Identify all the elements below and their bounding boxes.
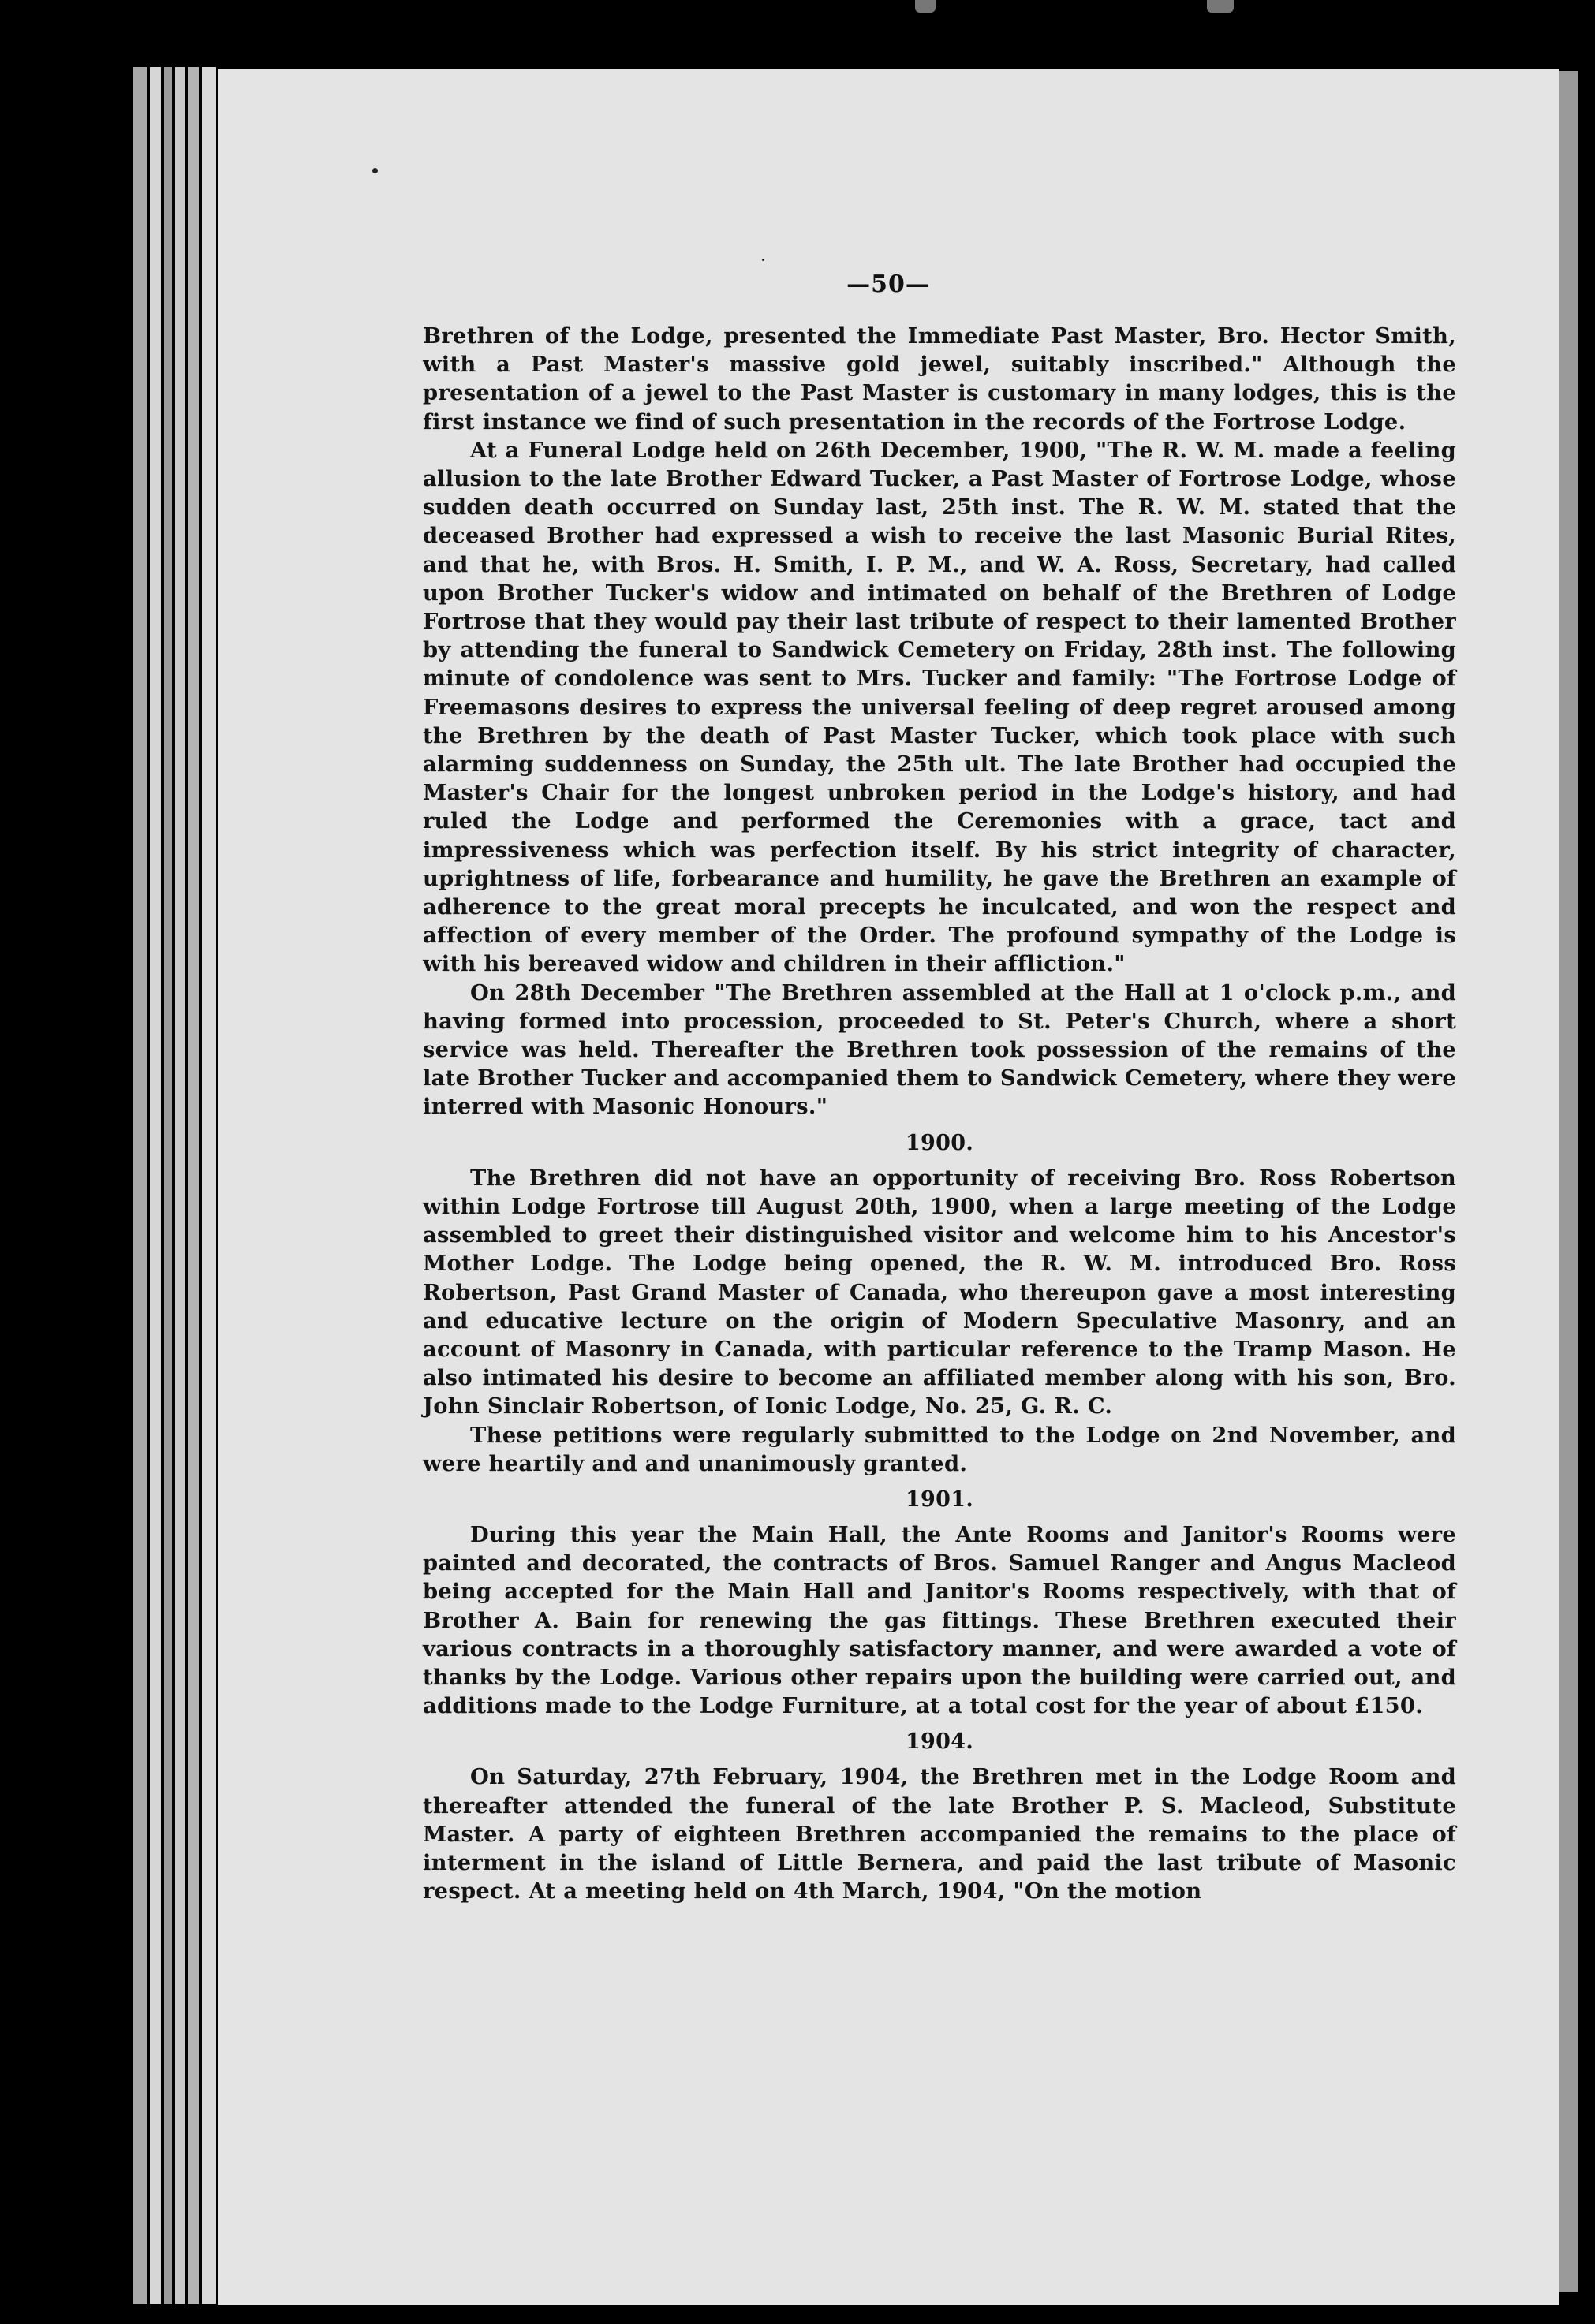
- paragraph: During this year the Main Hall, the Ante Rooms and Janitor's Rooms were painted and decorated, the contracts of Bros. Samuel Ranger and Angus Macleod being accepted for the Main Hall and Janitor's Rooms respectively, with that of Brother A. Bain for renewing the gas fittings. These Brethren executed their various contracts in a thoroughly satisfactory manner, and were awarded a vote of thanks by the Lodge. Various other repairs upon the building were carried out, and additions made to the Lodge Furniture, at a total cost for the year of about £150.: [423, 1521, 1456, 1719]
- ink-speck: [762, 259, 764, 261]
- section-heading-1900: 1900.: [905, 1130, 974, 1155]
- page-number: —50—: [846, 270, 930, 298]
- page-edge: [175, 67, 185, 2304]
- page-edge: [133, 67, 147, 2304]
- section-heading-1904: 1904.: [905, 1729, 974, 1755]
- paragraph: On Saturday, 27th February, 1904, the Brethren met in the Lodge Room and thereafter attended the funeral of the late Brother P. S. Macleod, Substitute Master. A party of eighteen Brethren accompanied the remains to the place of interment in the island of Little Bernera, and paid the last tribute of Masonic respect. At a meeting held on 4th March, 1904, "On the motion: [423, 1764, 1456, 1904]
- page-edge-right: [1559, 71, 1578, 2292]
- scan-artifact: [915, 0, 936, 13]
- scan-artifact: [1207, 0, 1234, 13]
- page-body: [423, 322, 1456, 1905]
- paragraph: The Brethren did not have an opportunity of receiving Bro. Ross Robertson within Lodge Fortrose till August 20th, 1900, when a large meeting of the Lodge assembled to greet their distinguished visitor and welcome him to his Ancestor's Mother Lodge. The Lodge being opened, the R. W. M. introduced Bro. Ross Robertson, Past Grand Master of Canada, who thereupon gave a most interesting and educative lecture on the origin of Modern Speculative Masonry, and an account of Masonry in Canada, with particular reference to the Tramp Mason. He also intimated his desire to become an affiliated member along with his son, Bro. John Sinclair Robertson, of Ionic Lodge, No. 25, G. R. C.: [423, 1165, 1456, 1419]
- page-edge: [150, 67, 161, 2304]
- section-heading-1901: 1901.: [905, 1487, 974, 1512]
- ink-speck: [372, 168, 378, 173]
- book-page: [218, 69, 1559, 2305]
- paragraph: These petitions were regularly submitted to the Lodge on 2nd November, and were heartily and and unanimously granted.: [423, 1422, 1456, 1476]
- page-edge: [164, 67, 172, 2304]
- paragraph: On 28th December "The Brethren assembled at the Hall at 1 o'clock p.m., and having formed into procession, proceeded to St. Peter's Church, where a short service was held. Thereafter the Brethren took possession of the remains of the late Brother Tucker and accompanied them to Sandwick Cemetery, where they were interred with Masonic Honours.": [423, 979, 1456, 1120]
- page-edge: [188, 67, 199, 2304]
- page-edge: [202, 67, 216, 2304]
- paragraph: At a Funeral Lodge held on 26th December, 1900, "The R. W. M. made a feeling allusion to the late Brother Edward Tucker, a Past Master of Fortrose Lodge, whose sudden death occurred on Sunday last, 25th inst. The R. W. M. stated that the deceased Brother had expressed a wish to receive the last Masonic Burial Rites, and that he, with Bros. H. Smith, I. P. M., and W. A. Ross, Secretary, had called upon Brother Tucker's widow and intimated on behalf of the Brethren of Lodge Fortrose that they would pay their last tribute of respect to their lamented Brother by attending the funeral to Sandwick Cemetery on Friday, 28th inst. The following minute of condolence was sent to Mrs. Tucker and family: "The Fortrose Lodge of Freemasons desires to express the universal feeling of deep regret aroused among the Brethren by the death of Past Master Tucker, which took place with such alarming suddenness on Sunday, the 25th ult. The late Brother had occupied the Master's Chair for the longest unbroken period in the Lodge's history, and had ruled the Lodge and performed the Ceremonies with a grace, tact and impressiveness which was perfection itself. By his strict integrity of character, uprightness of life, forbearance and humility, he gave the Brethren an example of adherence to the great moral precepts he inculcated, and won the respect and affection of every member of the Order. The profound sympathy of the Lodge is with his bereaved widow and children in their affliction.": [423, 437, 1456, 977]
- paragraph: Brethren of the Lodge, presented the Immediate Past Master, Bro. Hector Smith, with a Past Master's massive gold jewel, suitably inscribed." Although the presentation of a jewel to the Past Master is customary in many lodges, this is the first instance we find of such presentation in the records of the Fortrose Lodge.: [423, 323, 1456, 435]
